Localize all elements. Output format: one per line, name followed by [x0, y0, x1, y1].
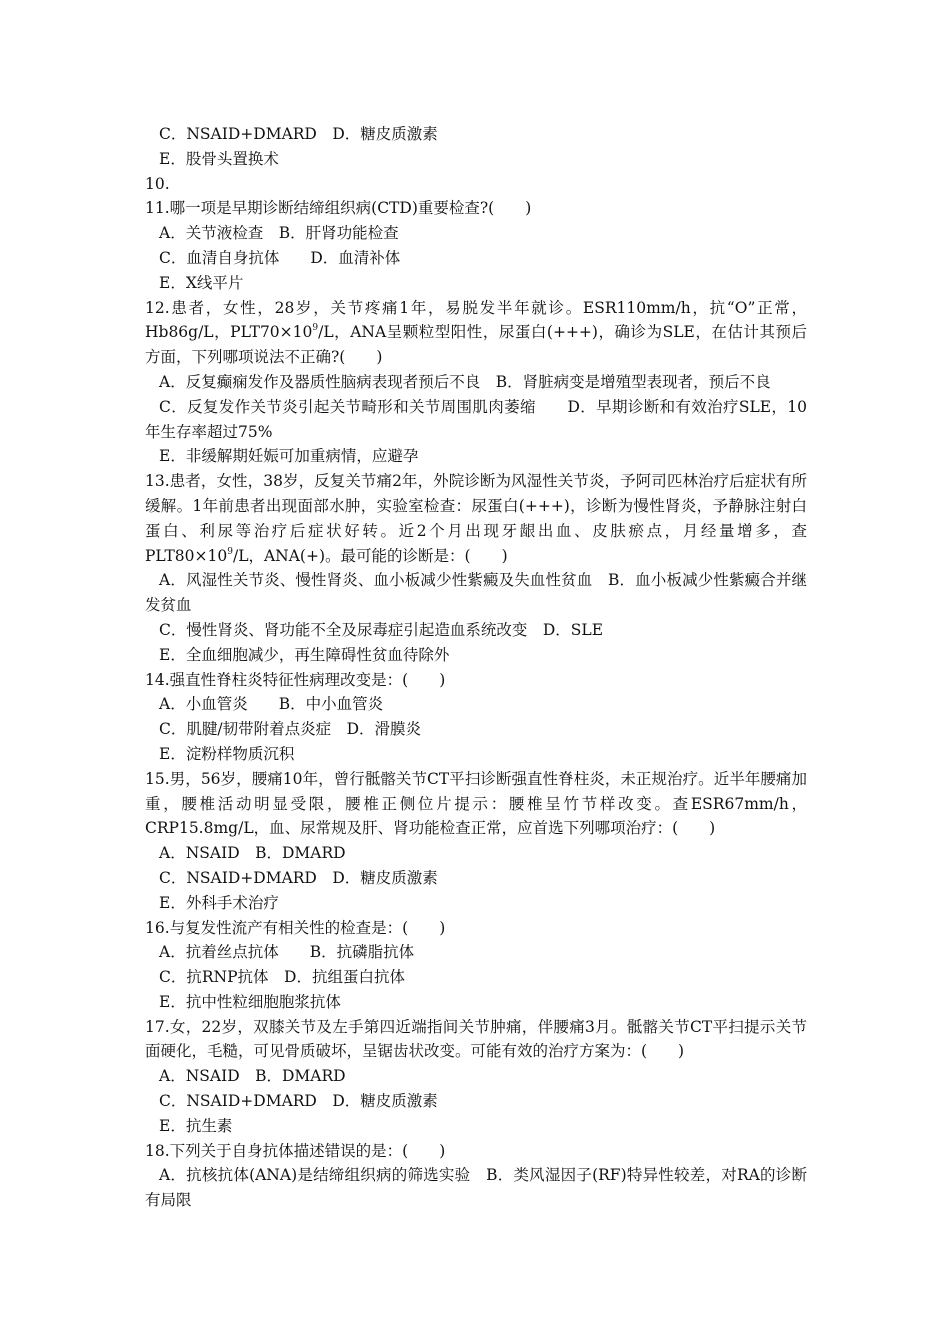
question-17-option-cd: C．NSAID+DMARD D．糖皮质激素 [159, 1092, 438, 1111]
question-13-stem: 13.患者，女性，38岁，反复关节痛2年，外院诊断为风湿性关节炎，予阿司匹林治疗后症状有所缓解。1年前患者出现面部水肿，实验室检查：尿蛋白(+++)，诊断为慢性肾炎，予静脉注射白蛋白、利尿等治疗后症状好转。近2个月出现牙龈出血、皮肤瘀点，月经量增多，查$PLT80\times 10^9/L$，ANA(+)。最可能的诊断是：( ) [145, 472, 807, 565]
question-12-stem: 12.患者，女性，28岁，关节疼痛1年，易脱发半年就诊。ESR110mm/h，抗“O”正常，Hb86g/L，$PLT70\times 10^9/L$，ANA呈颗粒型阳性，尿蛋白(+++)，确诊为SLE，在估计其预后方面，下列哪项说法不正确?( ) [145, 298, 807, 367]
option-line: E．X线平片 [159, 273, 244, 292]
question-18-stem: 18.下列关于自身抗体描述错误的是：( ) [145, 1141, 446, 1160]
document-page [145, 122, 807, 1213]
option-line: E．股骨头置换术 [159, 149, 279, 168]
question-13-option-e: E．全血细胞减少，再生障碍性贫血待除外 [159, 645, 450, 664]
question-13-option-cd: C．慢性肾炎、肾功能不全及尿毒症引起造血系统改变 D．SLE [159, 620, 604, 639]
option-line: C．肌腱/韧带附着点炎症 D．滑膜炎 [159, 720, 422, 739]
question-18-option-ab: A．抗核抗体(ANA)是结缔组织病的筛选实验 B．类风湿因子(RF)特异性较差，对RA的诊断有局限 [145, 1166, 807, 1210]
option-line: E．淀粉样物质沉积 [159, 744, 295, 763]
question-14 [145, 668, 807, 767]
question-line: 10. [145, 174, 170, 193]
question-15-stem: 15.男，56岁，腰痛10年，曾行骶髂关节CT平扫诊断强直性脊柱炎，未正规治疗。近半年腰痛加重，腰椎活动明显受限，腰椎正侧位片提示：腰椎呈竹节样改变。查ESR67mm/h，CRP15.8mg/L，血、尿常规及肝、肾功能检查正常，应首选下列哪项治疗：( ) [145, 769, 807, 838]
option-line: C．抗RNP抗体 D．抗组蛋白抗体 [159, 968, 405, 987]
question-15-option-ab: A．NSAID B．DMARD [159, 844, 346, 863]
question-13-option-ab: A．风湿性关节炎、慢性肾炎、血小板减少性紫癜及失血性贫血 B．血小板减少性紫癜合并继发贫血 [145, 571, 807, 615]
question-lines-1 [145, 122, 807, 296]
question-12-option-ab: A．反复癫痫发作及器质性脑病表现者预后不良 B．肾脏病变是增殖型表现者，预后不良 [159, 372, 771, 391]
question-17-option-e: E．抗生素 [159, 1116, 233, 1135]
question-12-option-e: E．非缓解期妊娠可加重病情，应避孕 [159, 447, 419, 466]
question-line: 11.哪一项是早期诊断结缔组织病(CTD)重要检查?( ) [145, 199, 532, 218]
option-line: E．抗中性粒细胞胞浆抗体 [159, 992, 341, 1011]
question-17-stem: 17.女，22岁，双膝关节及左手第四近端指间关节肿痛，伴腰痛3月。骶髂关节CT平扫提示关节面硬化，毛糙，可见骨质破坏，呈锯齿状改变。可能有效的治疗方案为：( ) [145, 1017, 807, 1061]
question-15-option-e: E．外科手术治疗 [159, 893, 279, 912]
option-line: A．关节液检查 B．肝肾功能检查 [159, 224, 399, 243]
option-line: C．血清自身抗体 D．血清补体 [159, 248, 401, 267]
option-line: C．NSAID+DMARD D．糖皮质激素 [159, 125, 438, 143]
question-line: 14.强直性脊柱炎特征性病理改变是：( ) [145, 670, 446, 689]
question-16 [145, 916, 807, 1015]
option-line: A．小血管炎 B．中小血管炎 [159, 695, 384, 714]
question-17-option-ab: A．NSAID B．DMARD [159, 1067, 346, 1086]
question-line: 16.与复发性流产有相关性的检查是：( ) [145, 918, 446, 937]
question-12-option-cd: C．反复发作关节炎引起关节畸形和关节周围肌肉萎缩 D．早期诊断和有效治疗SLE，10年生存率超过75% [145, 397, 807, 441]
option-line: A．抗着丝点抗体 B．抗磷脂抗体 [159, 943, 415, 962]
question-15-option-cd: C．NSAID+DMARD D．糖皮质激素 [159, 868, 438, 887]
